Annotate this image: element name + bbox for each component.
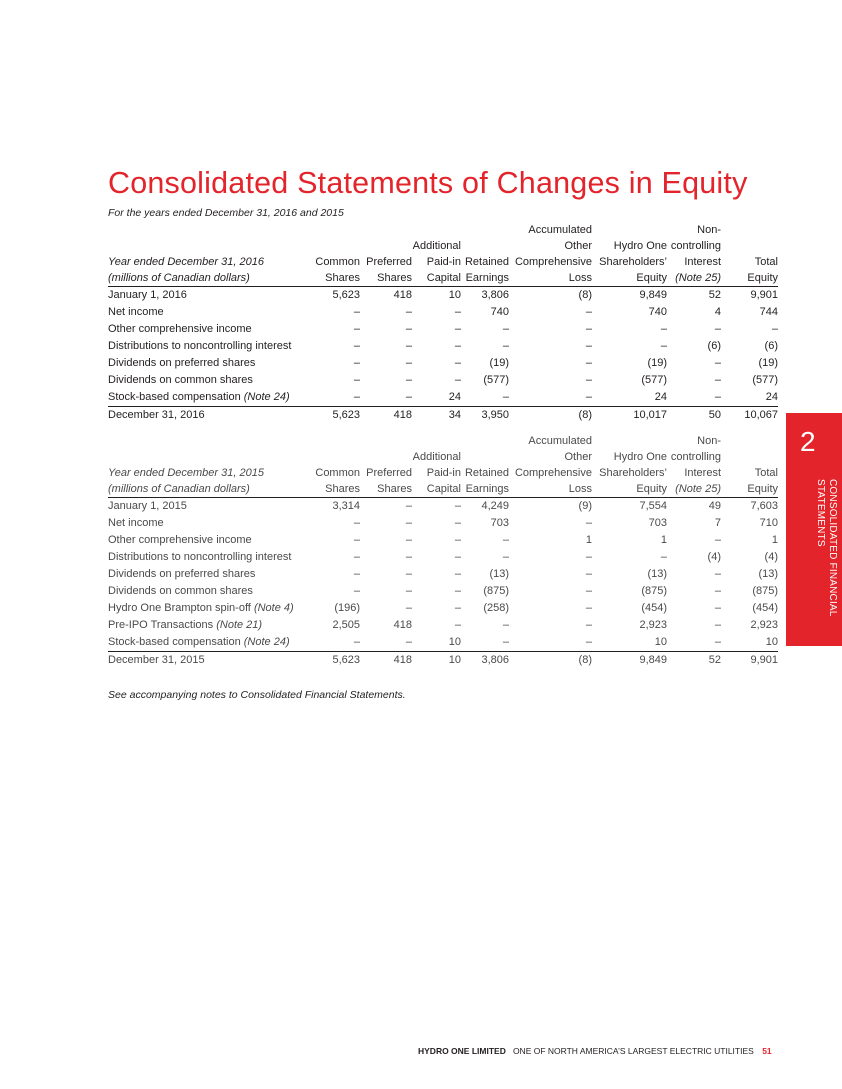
- column-header-cell: [304, 433, 360, 449]
- column-header-cell: Capital: [412, 270, 461, 287]
- row-label-text: Dividends on common shares: [108, 374, 253, 386]
- row-label-text: Distributions to noncontrolling interest: [108, 551, 292, 563]
- value-cell: 744: [759, 306, 778, 318]
- column-header-cell: Other: [564, 240, 592, 252]
- value-cell: –: [454, 517, 461, 529]
- row-note: (Note 4): [253, 602, 294, 614]
- value-cell: 740: [648, 306, 667, 318]
- total-value-cell: 418: [360, 652, 412, 670]
- page-footer: [418, 1046, 772, 1056]
- value-cell: –: [454, 306, 461, 318]
- column-header-cell: controlling: [670, 451, 721, 463]
- table-header-row: [108, 481, 778, 498]
- value-cell: 3,806: [481, 289, 509, 301]
- row-label-text: Dividends on preferred shares: [108, 357, 256, 369]
- value-cell: –: [714, 568, 721, 580]
- value-cell: –: [405, 636, 412, 648]
- row-header-cell: [108, 433, 304, 449]
- value-cell: (4): [764, 551, 778, 563]
- column-header-cell: (Note 25): [667, 270, 721, 287]
- value-cell: –: [585, 306, 592, 318]
- value-cell: (577): [641, 374, 667, 386]
- value-cell: 10: [448, 636, 461, 648]
- row-note: (Note 24): [243, 636, 290, 648]
- total-row: [108, 652, 778, 670]
- row-header-cell: [108, 238, 304, 254]
- footer-company: HYDRO ONE LIMITED: [418, 1046, 506, 1056]
- section-label: [814, 479, 838, 617]
- row-label-text: Hydro One Brampton spin-off: [108, 602, 251, 614]
- column-header-cell: Preferred: [366, 467, 412, 479]
- column-header-cell: Earnings: [461, 270, 509, 287]
- column-header-cell: [360, 238, 412, 254]
- value-cell: (8): [578, 289, 592, 301]
- value-cell: 5,623: [332, 289, 360, 301]
- total-label: December 31, 2016: [108, 407, 304, 425]
- value-cell: –: [353, 568, 360, 580]
- column-header-cell: Accumulated: [528, 435, 592, 447]
- table-row: [108, 583, 778, 600]
- column-header-cell: [721, 449, 778, 465]
- value-cell: –: [502, 391, 509, 403]
- value-cell: (9): [578, 500, 592, 512]
- table-row: [108, 338, 778, 355]
- value-cell: (577): [483, 374, 509, 386]
- value-cell: –: [585, 357, 592, 369]
- table-row: [108, 532, 778, 549]
- row-label: [108, 287, 304, 305]
- value-cell: –: [660, 323, 667, 335]
- row-label: [108, 583, 304, 600]
- value-cell: –: [353, 534, 360, 546]
- value-cell: –: [405, 517, 412, 529]
- total-value-cell: 5,623: [304, 407, 360, 425]
- row-label-text: Stock-based compensation: [108, 391, 241, 403]
- column-header-cell: Shareholders’: [599, 467, 667, 479]
- row-label-text: January 1, 2016: [108, 289, 187, 301]
- equity-table-2015: [108, 433, 778, 669]
- row-label-text: Other comprehensive income: [108, 323, 252, 335]
- value-cell: –: [585, 551, 592, 563]
- section-tab: [786, 413, 842, 646]
- column-header-cell: Total: [754, 467, 778, 479]
- table-header-row: [108, 222, 778, 238]
- value-cell: –: [714, 391, 721, 403]
- column-header-cell: Total: [754, 256, 778, 268]
- column-header-cell: [412, 222, 461, 238]
- value-cell: 4,249: [481, 500, 509, 512]
- value-cell: 418: [393, 619, 412, 631]
- column-header-cell: controlling: [670, 240, 721, 252]
- value-cell: 1: [771, 534, 778, 546]
- column-header-cell: Shares: [360, 270, 412, 287]
- value-cell: –: [502, 636, 509, 648]
- column-header-cell: Retained: [464, 256, 509, 268]
- total-value-cell: 10,017: [592, 407, 667, 425]
- value-cell: (13): [647, 568, 667, 580]
- column-header-cell: Interest: [684, 256, 721, 268]
- table-row: [108, 355, 778, 372]
- value-cell: –: [502, 340, 509, 352]
- column-header-cell: Common: [315, 256, 360, 268]
- table-row: [108, 389, 778, 407]
- value-cell: (19): [758, 357, 778, 369]
- value-cell: –: [585, 374, 592, 386]
- column-header-cell: Additional: [412, 451, 461, 463]
- value-cell: –: [454, 340, 461, 352]
- value-cell: –: [502, 534, 509, 546]
- total-value-cell: 50: [667, 407, 721, 425]
- row-header-cell: [108, 222, 304, 238]
- value-cell: (13): [489, 568, 509, 580]
- value-cell: –: [353, 551, 360, 563]
- column-header-cell: Capital: [412, 481, 461, 498]
- table-row: [108, 287, 778, 305]
- value-cell: (875): [752, 585, 778, 597]
- value-cell: 2,505: [332, 619, 360, 631]
- value-cell: (196): [334, 602, 360, 614]
- row-header-cell: (millions of Canadian dollars): [108, 481, 304, 498]
- value-cell: –: [454, 585, 461, 597]
- row-label: [108, 338, 304, 355]
- value-cell: 703: [490, 517, 509, 529]
- row-label-text: Pre-IPO Transactions: [108, 619, 214, 631]
- column-header-cell: [721, 238, 778, 254]
- table-row: [108, 617, 778, 634]
- table-row: [108, 600, 778, 617]
- value-cell: –: [353, 585, 360, 597]
- row-label-text: January 1, 2015: [108, 500, 187, 512]
- value-cell: 418: [393, 289, 412, 301]
- row-label: [108, 515, 304, 532]
- column-header-cell: [721, 222, 778, 238]
- column-header-cell: Other: [564, 451, 592, 463]
- value-cell: –: [353, 357, 360, 369]
- row-label: [108, 549, 304, 566]
- column-header-cell: Paid-in: [426, 256, 461, 268]
- equity-table-2016: [108, 222, 778, 424]
- value-cell: –: [405, 340, 412, 352]
- value-cell: –: [454, 500, 461, 512]
- value-cell: (577): [752, 374, 778, 386]
- value-cell: –: [714, 357, 721, 369]
- row-label-text: Net income: [108, 517, 164, 529]
- row-label: [108, 389, 304, 407]
- value-cell: –: [405, 585, 412, 597]
- column-header-cell: Equity: [592, 481, 667, 498]
- row-label: [108, 498, 304, 516]
- value-cell: –: [454, 568, 461, 580]
- total-value-cell: 9,849: [592, 652, 667, 670]
- total-value-cell: 5,623: [304, 652, 360, 670]
- column-header-cell: Retained: [464, 467, 509, 479]
- value-cell: –: [714, 323, 721, 335]
- value-cell: 7,554: [639, 500, 667, 512]
- value-cell: –: [585, 340, 592, 352]
- value-cell: 2,923: [639, 619, 667, 631]
- value-cell: –: [585, 323, 592, 335]
- table-row: [108, 549, 778, 566]
- column-header-cell: [461, 222, 509, 238]
- column-header-cell: [412, 433, 461, 449]
- value-cell: (19): [647, 357, 667, 369]
- value-cell: 4: [714, 306, 721, 318]
- column-header-cell: [461, 238, 509, 254]
- value-cell: –: [714, 585, 721, 597]
- value-cell: –: [502, 323, 509, 335]
- row-label: [108, 355, 304, 372]
- value-cell: –: [405, 500, 412, 512]
- row-label-text: Other comprehensive income: [108, 534, 252, 546]
- total-row: [108, 407, 778, 425]
- table-row: [108, 321, 778, 338]
- column-header-cell: [721, 433, 778, 449]
- value-cell: –: [353, 340, 360, 352]
- value-cell: –: [454, 602, 461, 614]
- value-cell: –: [405, 568, 412, 580]
- column-header-cell: Shares: [304, 481, 360, 498]
- row-label: [108, 372, 304, 389]
- table-row: [108, 498, 778, 516]
- column-header-cell: Equity: [721, 270, 778, 287]
- table-row: [108, 515, 778, 532]
- value-cell: 9,849: [639, 289, 667, 301]
- value-cell: –: [714, 636, 721, 648]
- value-cell: (13): [758, 568, 778, 580]
- value-cell: –: [502, 619, 509, 631]
- column-header-cell: [592, 222, 667, 238]
- column-header-cell: [360, 222, 412, 238]
- row-label: [108, 617, 304, 634]
- value-cell: –: [405, 534, 412, 546]
- row-label: [108, 304, 304, 321]
- row-note: (Note 21): [216, 619, 263, 631]
- column-header-cell: Equity: [721, 481, 778, 498]
- row-note: (Note 24): [243, 391, 290, 403]
- total-value-cell: (8): [509, 407, 592, 425]
- value-cell: (6): [707, 340, 721, 352]
- value-cell: 7,603: [750, 500, 778, 512]
- value-cell: –: [405, 357, 412, 369]
- value-cell: 2,923: [750, 619, 778, 631]
- footer-tagline: ONE OF NORTH AMERICA’S LARGEST ELECTRIC UTILITIES: [512, 1046, 754, 1056]
- total-value-cell: 10,067: [721, 407, 778, 425]
- column-header-cell: [592, 433, 667, 449]
- column-header-cell: [360, 433, 412, 449]
- table-row: [108, 566, 778, 583]
- total-value-cell: (8): [509, 652, 592, 670]
- table-header-row: [108, 238, 778, 254]
- page-number: 51: [762, 1046, 772, 1056]
- value-cell: (454): [752, 602, 778, 614]
- column-header-cell: Preferred: [366, 256, 412, 268]
- value-cell: –: [771, 323, 778, 335]
- value-cell: –: [585, 602, 592, 614]
- value-cell: 740: [490, 306, 509, 318]
- page-subtitle: For the years ended December 31, 2016 and 2015: [108, 207, 344, 219]
- column-header-cell: Earnings: [461, 481, 509, 498]
- value-cell: –: [585, 636, 592, 648]
- value-cell: –: [585, 619, 592, 631]
- total-value-cell: 3,806: [461, 652, 509, 670]
- table-header-row: [108, 449, 778, 465]
- value-cell: –: [405, 306, 412, 318]
- column-header-cell: Equity: [592, 270, 667, 287]
- value-cell: (875): [641, 585, 667, 597]
- value-cell: 703: [648, 517, 667, 529]
- column-header-cell: [461, 449, 509, 465]
- column-header-cell: Common: [315, 467, 360, 479]
- row-label-text: Net income: [108, 306, 164, 318]
- value-cell: (454): [641, 602, 667, 614]
- value-cell: –: [585, 568, 592, 580]
- page-title: Consolidated Statements of Changes in Equity: [108, 166, 748, 200]
- row-label: [108, 321, 304, 338]
- table-header-row: [108, 254, 778, 270]
- value-cell: –: [353, 306, 360, 318]
- value-cell: –: [454, 357, 461, 369]
- value-cell: (875): [483, 585, 509, 597]
- value-cell: 52: [708, 289, 721, 301]
- row-label-text: Dividends on preferred shares: [108, 568, 256, 580]
- total-value-cell: 10: [412, 652, 461, 670]
- value-cell: 24: [654, 391, 667, 403]
- row-label: [108, 566, 304, 583]
- table-row: [108, 372, 778, 389]
- row-header-cell: (millions of Canadian dollars): [108, 270, 304, 287]
- row-label-text: Dividends on common shares: [108, 585, 253, 597]
- value-cell: (6): [764, 340, 778, 352]
- row-header-cell: Year ended December 31, 2016: [108, 256, 264, 268]
- column-header-cell: [360, 449, 412, 465]
- value-cell: –: [405, 374, 412, 386]
- column-header-cell: Accumulated: [528, 224, 592, 236]
- column-header-cell: Non-: [697, 224, 721, 236]
- row-label-text: Distributions to noncontrolling interest: [108, 340, 292, 352]
- section-label-line2: STATEMENTS: [815, 479, 826, 547]
- row-label: [108, 532, 304, 549]
- table-header-row: [108, 270, 778, 287]
- total-value-cell: 418: [360, 407, 412, 425]
- section-label-line1: CONSOLIDATED FINANCIAL: [827, 479, 838, 617]
- column-header-cell: Shares: [304, 270, 360, 287]
- total-value-cell: 3,950: [461, 407, 509, 425]
- total-label: December 31, 2015: [108, 652, 304, 670]
- column-header-cell: Hydro One: [613, 240, 667, 252]
- column-header-cell: Non-: [697, 435, 721, 447]
- value-cell: 49: [708, 500, 721, 512]
- row-label: [108, 600, 304, 617]
- value-cell: –: [502, 551, 509, 563]
- table-header-row: [108, 433, 778, 449]
- value-cell: –: [714, 374, 721, 386]
- value-cell: 3,314: [332, 500, 360, 512]
- column-header-cell: [304, 449, 360, 465]
- total-value-cell: 52: [667, 652, 721, 670]
- table-row: [108, 634, 778, 652]
- value-cell: –: [714, 534, 721, 546]
- row-header-cell: Year ended December 31, 2015: [108, 467, 264, 479]
- column-header-cell: Comprehensive: [514, 256, 592, 268]
- column-header-cell: (Note 25): [667, 481, 721, 498]
- column-header-cell: Loss: [509, 270, 592, 287]
- value-cell: –: [405, 323, 412, 335]
- value-cell: –: [405, 602, 412, 614]
- table-row: [108, 304, 778, 321]
- value-cell: –: [405, 391, 412, 403]
- value-cell: –: [585, 517, 592, 529]
- value-cell: –: [714, 602, 721, 614]
- value-cell: –: [353, 323, 360, 335]
- value-cell: (4): [707, 551, 721, 563]
- column-header-cell: [304, 238, 360, 254]
- table-header-row: [108, 465, 778, 481]
- value-cell: –: [405, 551, 412, 563]
- total-value-cell: 34: [412, 407, 461, 425]
- value-cell: –: [353, 374, 360, 386]
- value-cell: –: [714, 619, 721, 631]
- value-cell: –: [454, 323, 461, 335]
- value-cell: (19): [489, 357, 509, 369]
- value-cell: –: [353, 636, 360, 648]
- row-label: [108, 634, 304, 652]
- value-cell: –: [454, 619, 461, 631]
- value-cell: –: [585, 391, 592, 403]
- value-cell: 10: [448, 289, 461, 301]
- row-header-cell: [108, 449, 304, 465]
- value-cell: –: [353, 517, 360, 529]
- column-header-cell: Interest: [684, 467, 721, 479]
- value-cell: 1: [660, 534, 667, 546]
- column-header-cell: Hydro One: [613, 451, 667, 463]
- value-cell: –: [660, 340, 667, 352]
- value-cell: –: [454, 551, 461, 563]
- value-cell: 24: [448, 391, 461, 403]
- total-value-cell: 9,901: [721, 652, 778, 670]
- value-cell: 710: [759, 517, 778, 529]
- row-label-text: Stock-based compensation: [108, 636, 241, 648]
- column-header-cell: [304, 222, 360, 238]
- section-number: 2: [800, 426, 816, 457]
- value-cell: –: [454, 374, 461, 386]
- value-cell: 10: [654, 636, 667, 648]
- value-cell: –: [585, 585, 592, 597]
- value-cell: –: [454, 534, 461, 546]
- footnote: See accompanying notes to Consolidated Financial Statements.: [108, 689, 406, 701]
- value-cell: 1: [585, 534, 592, 546]
- value-cell: (258): [483, 602, 509, 614]
- value-cell: –: [353, 391, 360, 403]
- value-cell: –: [660, 551, 667, 563]
- column-header-cell: [461, 433, 509, 449]
- value-cell: 10: [765, 636, 778, 648]
- column-header-cell: Loss: [509, 481, 592, 498]
- column-header-cell: Comprehensive: [514, 467, 592, 479]
- column-header-cell: Shareholders’: [599, 256, 667, 268]
- column-header-cell: Shares: [360, 481, 412, 498]
- value-cell: 9,901: [750, 289, 778, 301]
- value-cell: 7: [714, 517, 721, 529]
- column-header-cell: Additional: [412, 240, 461, 252]
- value-cell: 24: [765, 391, 778, 403]
- column-header-cell: Paid-in: [426, 467, 461, 479]
